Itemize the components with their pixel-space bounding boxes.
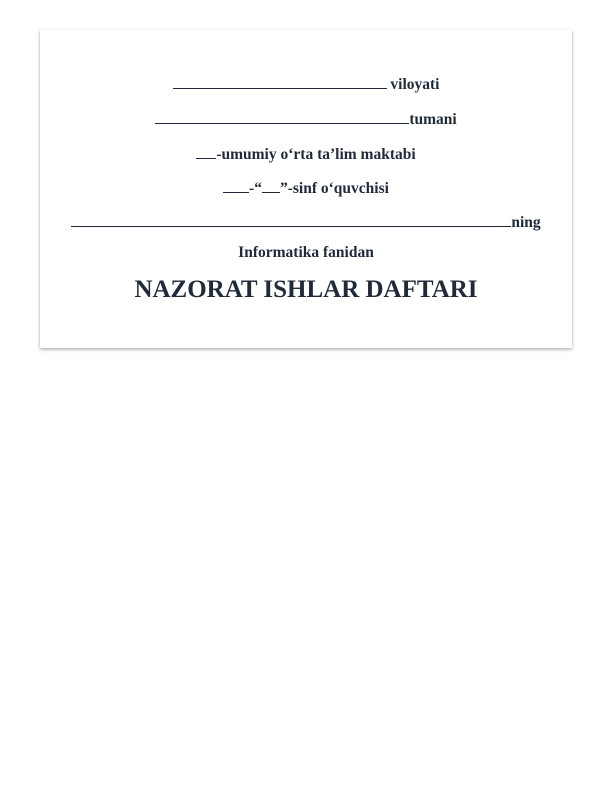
class-line	[40, 178, 572, 198]
region-blank[interactable]	[173, 74, 387, 89]
student-name-line	[40, 212, 572, 232]
district-label: tumani	[409, 111, 457, 128]
subject-line: Informatika fanidan	[238, 244, 374, 261]
school-number-blank[interactable]	[196, 144, 216, 159]
school-label: -umumiy o‘rta ta’lim maktabi	[216, 146, 416, 163]
region-label: viloyati	[386, 76, 440, 93]
class-label: ”-sinf o‘quvchisi	[279, 180, 389, 197]
region-line	[40, 74, 572, 94]
student-name-label: ning	[511, 214, 541, 231]
district-line	[40, 109, 572, 129]
school-line	[40, 144, 572, 164]
student-name-blank[interactable]	[71, 212, 511, 227]
class-number-blank[interactable]	[223, 178, 249, 193]
class-letter-blank[interactable]	[262, 178, 280, 193]
notebook-title: NAZORAT ISHLAR DAFTARI	[134, 276, 478, 303]
district-blank[interactable]	[155, 109, 409, 124]
class-separator: -“	[249, 180, 262, 197]
cover-card	[40, 30, 572, 348]
